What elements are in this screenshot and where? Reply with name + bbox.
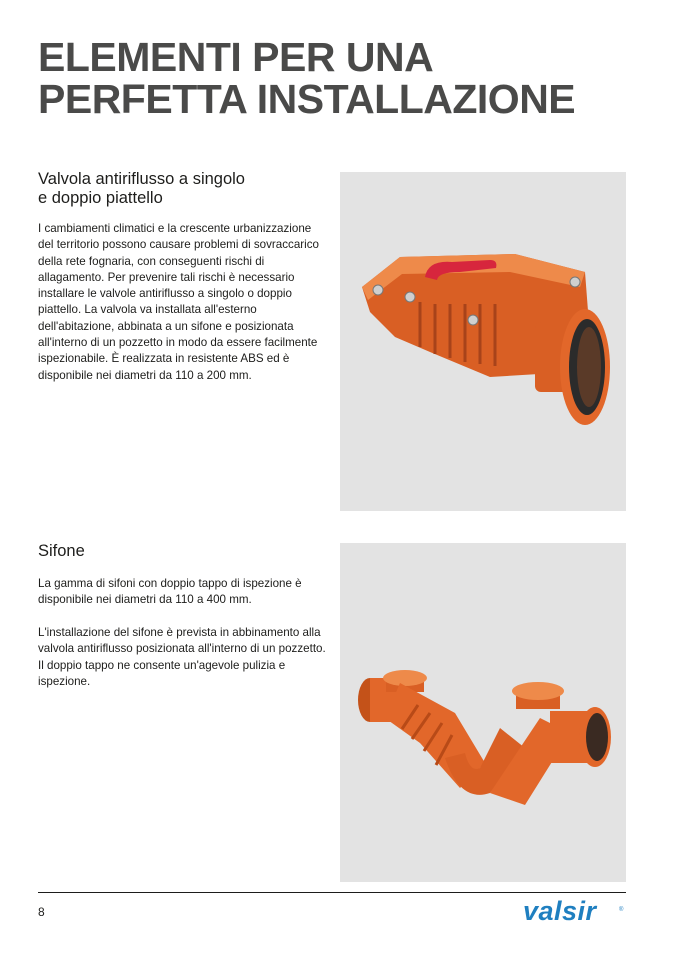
- section-paragraph-valvola: I cambiamenti climatici e la crescente urbanizzazione del territorio possono causare problemi di sovraccarico della rete fognaria, con conseguenti rischi di allagamento. Per prevenire tali rischi è necessario installare le valvole antiriflusso a singolo o doppio piattello. La valvola va installata all'esterno dell'abitazione, abbinata a un sifone e posizionata all'interno di un pozzetto in modo da essere facilmente ispezionabile. È realizzata in resistente ABS ed è disponibile nei diametri da 110 a 200 mm.: [38, 222, 319, 382]
- section-heading-line: e doppio piattello: [38, 189, 163, 207]
- page-number: 8: [38, 905, 45, 919]
- valvola-illustration: [340, 172, 626, 511]
- page-title-line-1: ELEMENTI PER UNA: [38, 34, 434, 80]
- valvola-product-image: [340, 172, 626, 511]
- sifone-product-image: [340, 543, 626, 882]
- section-heading-line: Sifone: [38, 542, 85, 560]
- footer-divider: [38, 892, 626, 893]
- section-paragraph-sifone-2: L'installazione del sifone è prevista in abbinamento alla valvola antiriflusso posizionata all'interno di un pozzetto. Il doppio tappo ne consente un'agevole pulizia e ispezione.: [38, 626, 326, 688]
- section-paragraph-sifone-1: La gamma di sifoni con doppio tappo di ispezione è disponibile nei diametri da 110 a 400 mm.: [38, 577, 302, 607]
- section-heading-line: Valvola antiriflusso a singolo: [38, 170, 245, 188]
- valsir-logo: valsir: [523, 896, 597, 926]
- page-title-line-2: PERFETTA INSTALLAZIONE: [38, 76, 576, 122]
- section-heading-sifone: [38, 542, 85, 561]
- registered-mark: ®: [619, 907, 624, 913]
- page-title: [38, 36, 575, 120]
- section-heading-valvola: [38, 170, 245, 208]
- sifone-illustration: [340, 543, 626, 882]
